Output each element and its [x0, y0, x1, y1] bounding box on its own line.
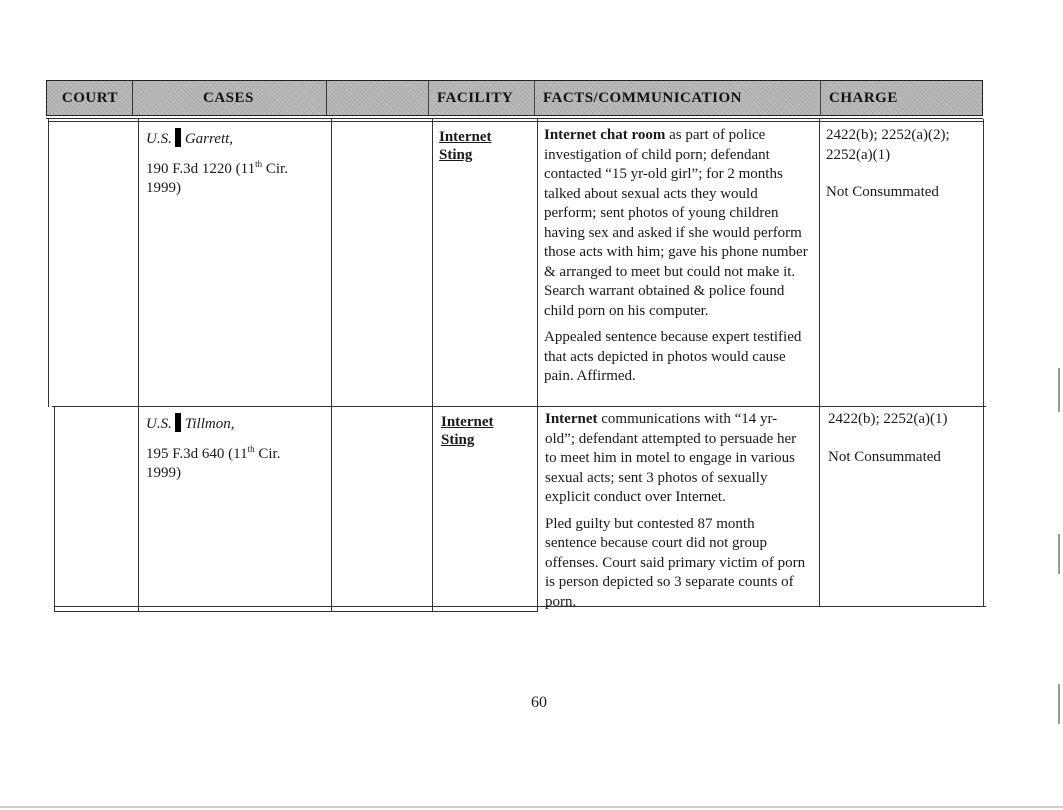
table-rule — [48, 119, 49, 407]
facts-paragraph: Pled guilty but contested 87 month sentence because court did not group offenses. Court said primary victim of porn is person depicted so 3 separate counts of porn. — [545, 515, 806, 610]
redaction-mark — [175, 413, 181, 432]
header-divider — [326, 81, 327, 115]
table-header — [46, 80, 983, 116]
facility-cell — [439, 128, 529, 164]
charge-status: Not Consummated — [826, 184, 939, 200]
case-prefix: U.S. — [146, 416, 172, 432]
case-citation: 195 F.3d 640 (11th Cir. 1999) — [146, 443, 281, 481]
table-rule — [537, 119, 538, 612]
header-facts: FACTS/COMMUNICATION — [534, 81, 820, 115]
case-cell — [146, 413, 326, 484]
case-title — [146, 413, 326, 435]
facts-keyword: Internet chat room — [544, 127, 666, 143]
case-prefix: U.S. — [146, 131, 172, 147]
facts-paragraph — [544, 126, 812, 321]
facts-cell — [545, 410, 807, 612]
page-edge — [0, 806, 1063, 808]
header-divider — [132, 81, 133, 115]
table-rule — [138, 119, 139, 612]
table-rule — [432, 119, 433, 612]
case-name: Garrett, — [184, 131, 234, 147]
charge-status: Not Consummated — [828, 448, 941, 465]
case-cell — [146, 128, 326, 199]
charge-codes: 2422(b); 2252(a)(2); 2252(a)(1) — [826, 127, 950, 163]
table-rule — [52, 406, 986, 407]
charge-cell — [828, 410, 980, 467]
facility-cell — [441, 413, 531, 449]
facility-line: Internet — [439, 129, 492, 145]
charge-codes: 2422(b); 2252(a)(1) — [828, 411, 948, 427]
facts-keyword: Internet — [545, 411, 598, 427]
header-court: COURT — [61, 89, 119, 106]
facility-line: Sting — [439, 147, 473, 163]
table-rule — [331, 119, 332, 612]
table-rule — [48, 121, 983, 122]
scan-artifact — [1058, 368, 1060, 412]
facts-text: communications with “14 yr-old”; defendant attempted to persuade her to meet him in motel to engage in various sexual acts; sent 3 photos of sexually explicit conduct over Internet. — [545, 411, 797, 505]
scan-artifact — [1058, 534, 1060, 574]
facts-text: as part of police investigation of child porn; defendant contacted “15 yr-old girl”; for 2 months talked about sexual acts they would perform; sent photos of young children having sex and asked if she would perform those acts with him; gave his phone number & arranged to meet but could not make it. Search warrant obtained & police found child porn on his computer. — [544, 127, 808, 319]
charge-cell — [826, 126, 978, 203]
case-title — [146, 128, 326, 150]
case-name: Tillmon, — [184, 416, 235, 432]
table-rule — [54, 406, 55, 612]
page-number: 60 — [531, 694, 547, 711]
facility-line: Internet — [441, 414, 494, 430]
header-cases: CASES — [203, 89, 254, 106]
table-rule — [819, 119, 820, 607]
header-facility: FACILITY — [428, 81, 534, 115]
table-rule — [54, 606, 986, 607]
scan-artifact — [1058, 684, 1060, 724]
table-rule — [54, 611, 538, 612]
table-rule — [983, 119, 984, 607]
facts-paragraph: Appealed sentence because expert testified that acts depicted in photos would cause pain. Affirmed. — [544, 329, 802, 384]
table-rule — [46, 118, 983, 119]
header-charge: CHARGE — [820, 81, 982, 115]
facts-paragraph — [545, 410, 807, 508]
redaction-mark — [175, 128, 181, 147]
facility-line: Sting — [441, 432, 475, 448]
case-citation: 190 F.3d 1220 (11th Cir. 1999) — [146, 158, 288, 196]
facts-cell — [544, 126, 812, 387]
